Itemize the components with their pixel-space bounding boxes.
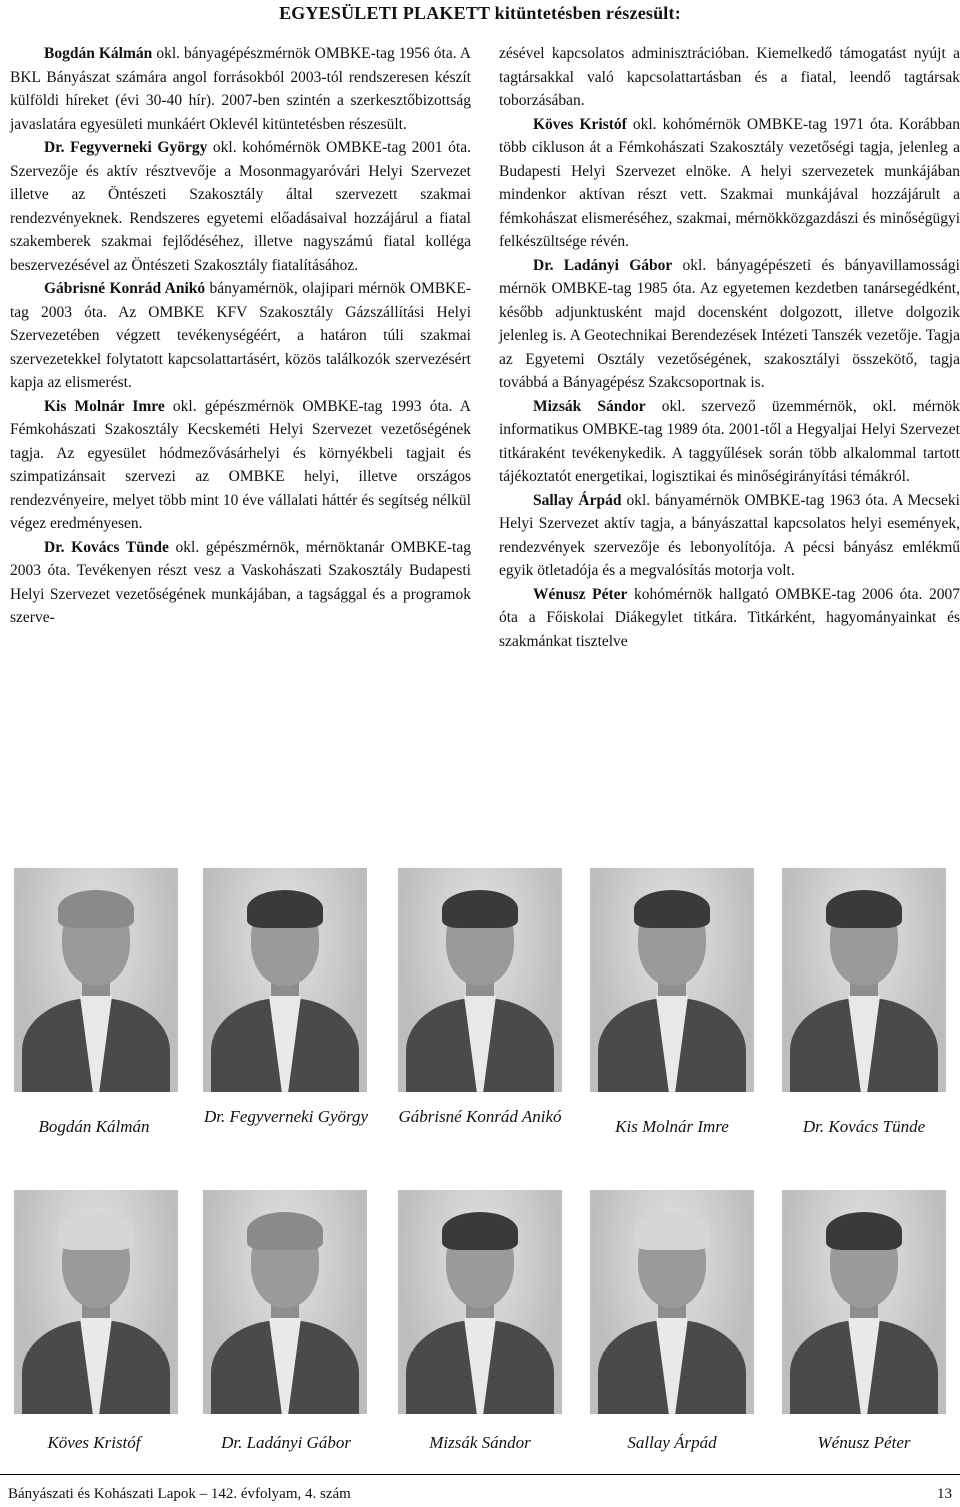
entry-paragraph bbox=[499, 254, 960, 395]
entry-paragraph bbox=[10, 277, 471, 395]
entry-text: bányamérnök, olajipari mérnök OMBKE-tag 2003 óta. Az OMBKE KFV Szakosztály Gázszállítási Helyi Szervezetében végzett tevékenységéért, a határon túli szakmai szervezetekkel folytatott kapcsolattartásért, közös találkozók szervezésért kapja az elismerést. bbox=[10, 280, 471, 391]
entry-name: Kis Molnár Imre bbox=[44, 397, 165, 415]
portrait-row-bottom bbox=[0, 1190, 960, 1420]
entry-name: Dr. Ladányi Gábor bbox=[533, 256, 673, 274]
portrait-caption: Gábrisné Konrád Anikó bbox=[398, 1107, 562, 1126]
page-heading: EGYESÜLETI PLAKETT kitüntetésben részesült: bbox=[279, 3, 681, 23]
portrait-photo bbox=[398, 1190, 562, 1414]
entry-text: okl. bányamérnök OMBKE-tag 1963 óta. A Mecseki Helyi Szervezet aktív tagja, a bányászattal kapcsolatos helyi események, rendezvények szervezője és lebonyolítója. A pécsi bányász emlékmű egyik ötletadója és a megvalósítás motorja volt. bbox=[499, 491, 960, 579]
entry-text: okl. szervező üzemmérnök, okl. mérnök informatikus OMBKE-tag 1989 óta. 2001-től a Hegyaljai Helyi Szervezet titkáraként tevékenykedik. A taggyűlések során több alkalommal tartott tájékoztatót energetikai, logisztikai és minőségirányítási témákról. bbox=[499, 397, 960, 485]
portrait-photo bbox=[782, 868, 946, 1092]
entry-text: okl. gépészmérnök OMBKE-tag 1993 óta. A Fémkohászati Szakosztály Kecskeméti Helyi Szervezet vezetőségének tagja. Az egyesület hódmezővásárhelyi és környékbeli tagjait és szimpatizánsait szervezi az OMBKE helyi, illetve országos rendezvényeire, melyet több mint 10 éve vállalati háttér és segítség nélkül végez eredményesen. bbox=[10, 397, 471, 532]
portrait-photo bbox=[14, 868, 178, 1092]
entry-text: okl. gépészmérnök, mérnöktanár OMBKE-tag 2003 óta. Tevékenyen részt vesz a Vaskohászati Szakosztály Budapesti Helyi Szervezet vezetőségének munkájában, a tagsággal és a programok szerve- bbox=[10, 538, 471, 626]
portrait-caption: Dr. Ladányi Gábor bbox=[221, 1433, 351, 1452]
portrait-caption: Dr. Kovács Tünde bbox=[802, 1117, 926, 1136]
portrait-caption: Bogdán Kálmán bbox=[38, 1117, 150, 1136]
entry-paragraph bbox=[499, 395, 960, 489]
entry-text: okl. kohómérnök OMBKE-tag 2001 óta. Szervezője és aktív résztvevője a Mosonmagyaróvári Helyi Szervezet illetve az Öntészeti Szakosztály által szervezett szakmai rendezvényeknek. Rendszeres egyetemi előadásaival hozzájárul a fiatal szakemberek szakmai fejlődéséhez, illetve nagyszámú fiatal kolléga beszervezésével az Öntészeti Szakosztály fiatalításához. bbox=[10, 139, 471, 274]
entry-text: kohómérnök hallgató OMBKE-tag 2006 óta. 2007 óta a Főiskolai Diákegylet titkára. Titkárként, hagyományainkat és szakmánkat tisztelve bbox=[499, 585, 960, 650]
entry-paragraph bbox=[10, 395, 471, 536]
entry-name: Mizsák Sándor bbox=[533, 397, 646, 415]
entry-paragraph bbox=[10, 42, 471, 136]
portrait-photo bbox=[398, 868, 562, 1092]
entry-text: okl. kohómérnök OMBKE-tag 1971 óta. Korábban több cikluson át a Fémkohászati Szakosztály vezetőségi tagja, jelenleg a Budapesti Helyi Szervezet elnöke. A helyi szervezetek munkájában mindenkor aktívan részt vett. Szakmai munkájával hozzájárult a fémkohászat elismeréséhez, szakmai, mérnökközgazdászi és minőségügyi felkészültsége révén. bbox=[499, 115, 960, 250]
entry-name: Dr. Kovács Tünde bbox=[44, 538, 169, 556]
portrait-caption: Dr. Fegyverneki György bbox=[203, 1107, 369, 1126]
entry-text: okl. bányagépészmérnök OMBKE-tag 1956 óta. A BKL Bányászat számára angol forrásokból 2003-tól rendszeresen készít külföldi híreket (évi 30-40 hír). 2007-ben szintén a szerkesztőbizottság javaslatára egyesületi munkáért Oklevél kitüntetésben részesült. bbox=[10, 45, 471, 133]
article-body bbox=[10, 42, 958, 842]
entry-paragraph bbox=[499, 42, 960, 113]
entry-paragraph bbox=[499, 583, 960, 654]
entry-text: okl. bányagépészeti és bányavillamossági mérnök OMBKE-tag 1985 óta. Az egyetemen kezdetben tanársegédként, később adjunktusként majd docensként dolgozott, illetve dolgozik jelenleg is. A Geotechnikai Berendezések Intézeti Tanszék vezetője. Tagja az Egyetemi Osztály vezetőségének, szakosztályi összekötő, tagja továbbá a Bányagépész Szakcsoportnak is. bbox=[499, 256, 960, 391]
journal-title: Bányászati és Kohászati Lapok – 142. évfolyam, 4. szám bbox=[8, 1486, 351, 1502]
left-column bbox=[10, 42, 471, 630]
portrait-row-top bbox=[0, 868, 960, 1098]
right-column bbox=[499, 42, 960, 653]
portrait-photo bbox=[14, 1190, 178, 1414]
entry-name: Gábrisné Konrád Anikó bbox=[44, 280, 206, 297]
page-number: 13 bbox=[937, 1486, 952, 1502]
entry-name: Sallay Árpád bbox=[533, 491, 622, 509]
portrait-photo bbox=[590, 868, 754, 1092]
entry-paragraph bbox=[499, 113, 960, 254]
entry-paragraph bbox=[10, 136, 471, 277]
portrait-photo bbox=[782, 1190, 946, 1414]
entry-name: Dr. Fegyverneki György bbox=[44, 139, 208, 156]
entry-paragraph bbox=[499, 489, 960, 583]
portrait-photo bbox=[590, 1190, 754, 1414]
entry-text: zésével kapcsolatos adminisztrációban. Kiemelkedő támogatást nyújt a tagtársakkal való kapcsolattartásban és a fiatal, leendő tagtársak toborzásában. bbox=[499, 45, 960, 109]
entry-name: Wénusz Péter bbox=[533, 585, 628, 603]
entry-name: Köves Kristóf bbox=[533, 115, 627, 133]
portrait-caption: Köves Kristóf bbox=[47, 1433, 141, 1452]
portrait-caption: Mizsák Sándor bbox=[429, 1433, 531, 1452]
portrait-photo bbox=[203, 1190, 367, 1414]
portrait-photo bbox=[203, 868, 367, 1092]
entry-name: Bogdán Kálmán bbox=[44, 45, 153, 62]
portrait-caption: Sallay Árpád bbox=[627, 1433, 717, 1452]
portrait-caption: Wénusz Péter bbox=[817, 1433, 911, 1452]
entry-paragraph bbox=[10, 536, 471, 630]
footer-divider bbox=[0, 1474, 960, 1475]
portrait-caption: Kis Molnár Imre bbox=[615, 1117, 729, 1136]
